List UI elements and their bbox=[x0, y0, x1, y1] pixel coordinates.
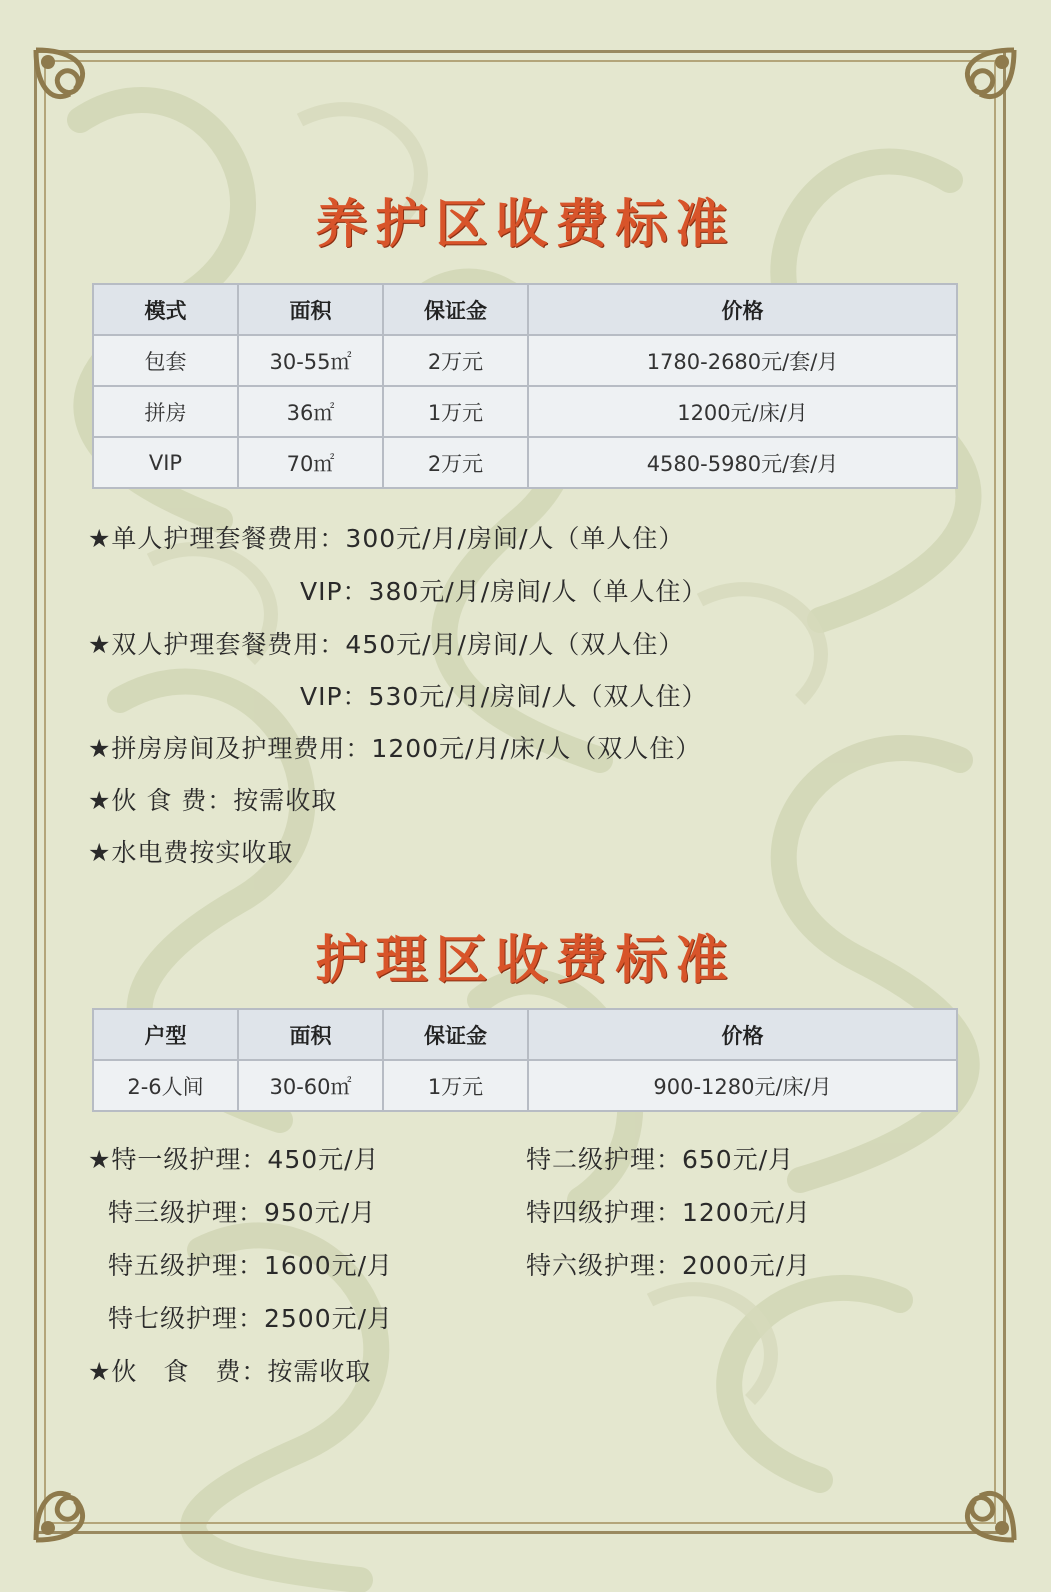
table-cell: 30-60㎡ bbox=[238, 1060, 383, 1111]
section2-fee-table bbox=[92, 1008, 958, 1112]
table-cell: 1万元 bbox=[383, 386, 528, 437]
fee-note: ★拼房房间及护理费用：1200元/月/床/人（双人住） bbox=[88, 734, 702, 763]
header-cell: 价格 bbox=[528, 284, 957, 335]
table-cell: 70㎡ bbox=[238, 437, 383, 488]
fee-note: VIP：530元/月/房间/人（双人住） bbox=[300, 682, 708, 711]
fee-note: ★水电费按实收取 bbox=[88, 838, 294, 867]
table-row bbox=[93, 437, 957, 488]
nursing-level-note: 特七级护理：2500元/月 bbox=[108, 1304, 394, 1333]
table-row bbox=[93, 1060, 957, 1111]
section1-fee-table bbox=[92, 283, 958, 489]
header-cell: 面积 bbox=[238, 1009, 383, 1060]
section1-title: 养护区收费标准 bbox=[315, 195, 736, 255]
corner-ornament-icon bbox=[30, 1450, 126, 1546]
section2-title: 护理区收费标准 bbox=[315, 931, 736, 991]
table-cell: 30-55㎡ bbox=[238, 335, 383, 386]
table-cell: 900-1280元/床/月 bbox=[528, 1060, 957, 1111]
nursing-level-note: 特五级护理：1600元/月 bbox=[108, 1251, 394, 1280]
table-cell: 1200元/床/月 bbox=[528, 386, 957, 437]
fee-note: ★双人护理套餐费用：450元/月/房间/人（双人住） bbox=[88, 630, 685, 659]
meal-fee-note: ★伙 食 费：按需收取 bbox=[88, 1357, 372, 1386]
fee-note: ★伙 食 费：按需收取 bbox=[88, 786, 338, 815]
table-row bbox=[93, 335, 957, 386]
table-cell: 1万元 bbox=[383, 1060, 528, 1111]
nursing-level-note: 特二级护理：650元/月 bbox=[526, 1145, 795, 1174]
table-header-row bbox=[93, 1009, 957, 1060]
nursing-level-note: 特三级护理：950元/月 bbox=[108, 1198, 377, 1227]
table-header-row bbox=[93, 284, 957, 335]
table-cell: 拼房 bbox=[93, 386, 238, 437]
table-cell: 2万元 bbox=[383, 335, 528, 386]
header-cell: 面积 bbox=[238, 284, 383, 335]
header-cell: 模式 bbox=[93, 284, 238, 335]
table-cell: 36㎡ bbox=[238, 386, 383, 437]
corner-ornament-icon bbox=[924, 44, 1020, 140]
nursing-level-note: 特四级护理：1200元/月 bbox=[526, 1198, 812, 1227]
corner-ornament-icon bbox=[30, 44, 126, 140]
fee-note: ★单人护理套餐费用：300元/月/房间/人（单人住） bbox=[88, 524, 685, 553]
table-cell: VIP bbox=[93, 437, 238, 488]
table-row bbox=[93, 386, 957, 437]
table-cell: 2-6人间 bbox=[93, 1060, 238, 1111]
header-cell: 户型 bbox=[93, 1009, 238, 1060]
table-cell: 1780-2680元/套/月 bbox=[528, 335, 957, 386]
table-cell: 4580-5980元/套/月 bbox=[528, 437, 957, 488]
fee-note: VIP：380元/月/房间/人（单人住） bbox=[300, 577, 708, 606]
nursing-level-note: ★特一级护理：450元/月 bbox=[88, 1145, 380, 1174]
table-cell: 包套 bbox=[93, 335, 238, 386]
nursing-level-note: 特六级护理：2000元/月 bbox=[526, 1251, 812, 1280]
header-cell: 价格 bbox=[528, 1009, 957, 1060]
corner-ornament-icon bbox=[924, 1450, 1020, 1546]
header-cell: 保证金 bbox=[383, 1009, 528, 1060]
table-cell: 2万元 bbox=[383, 437, 528, 488]
header-cell: 保证金 bbox=[383, 284, 528, 335]
